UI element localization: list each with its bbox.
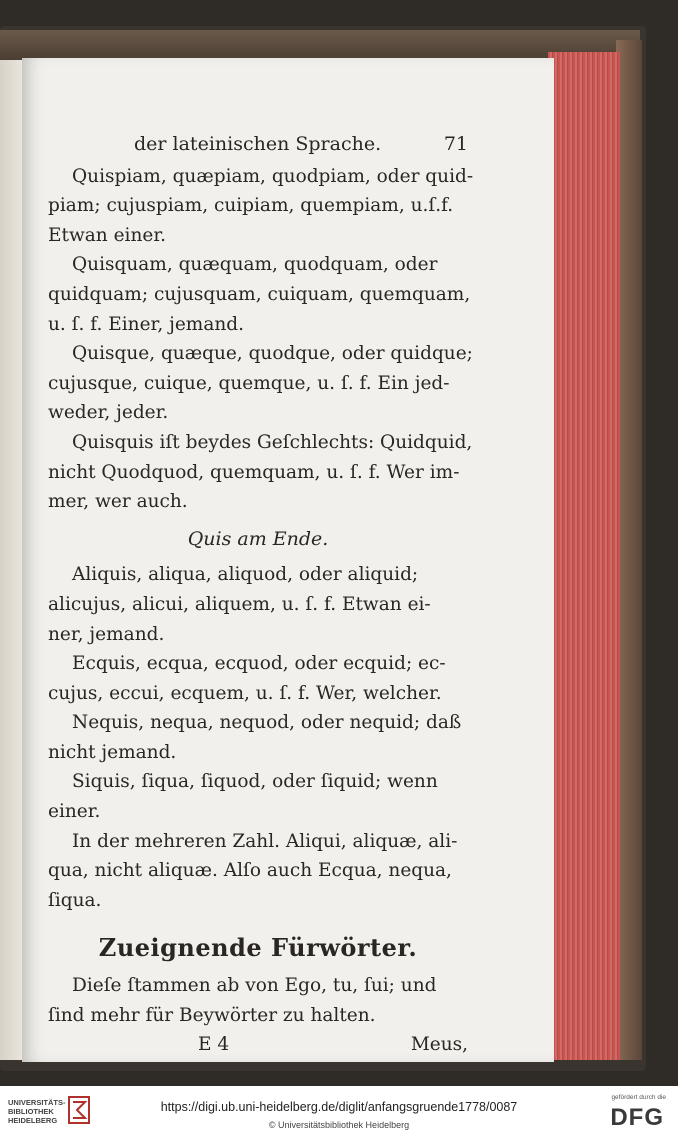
- text-line: piam; cujuspiam, cuipiam, quempiam, u.ſ.f.: [48, 195, 454, 217]
- page-edge: [548, 52, 620, 1060]
- page-number: 71: [443, 133, 468, 155]
- text-line: Siquis, ſiqua, ſiquod, oder ſiquid; wenn: [72, 771, 438, 793]
- paragraph-block-1: [48, 162, 474, 517]
- text-line: quidquam; cujusquam, cuiquam, quemquam,: [48, 283, 471, 305]
- text-line: weder, jeder.: [48, 402, 169, 424]
- page-footer-line: [48, 1030, 468, 1060]
- text-line: Dieſe ſtammen ab von Ego, tu, ſui; und: [72, 975, 437, 997]
- running-head-title: der lateinischen Sprache.: [134, 133, 382, 155]
- text-line: Quisque, quæque, quodque, oder quidque;: [72, 343, 473, 365]
- text-line: qua, nicht aliquæ. Alſo auch Ecqua, nequa,: [48, 860, 452, 882]
- paragraph-block-3: [48, 971, 468, 1030]
- text-line: nicht jemand.: [48, 741, 177, 763]
- dfg-label: gefördert durch die: [611, 1094, 666, 1101]
- logo-line: HEIDELBERG: [8, 1116, 58, 1125]
- logo-line: UNIVERSITÄTS-: [8, 1098, 66, 1107]
- text-line: ſind mehr für Beywörter zu halten.: [48, 1004, 376, 1026]
- signature-mark: E 4: [198, 1034, 230, 1056]
- text-line: einer.: [48, 801, 101, 823]
- book-cover: [0, 30, 640, 60]
- dfg-logo: DFG: [610, 1104, 664, 1131]
- text-line: Etwan einer.: [48, 224, 167, 246]
- catchword: Meus,: [410, 1034, 468, 1056]
- paragraph-block-2: [48, 560, 468, 915]
- logo-line: BIBLIOTHEK: [8, 1107, 54, 1116]
- permalink[interactable]: https://digi.ub.uni-heidelberg.de/diglit/anfangsgruende1778/0087: [160, 1100, 518, 1114]
- running-head: [48, 130, 468, 160]
- text-line: mer, wer auch.: [48, 491, 188, 513]
- text-line: cujusque, cuique, quemque, u. ſ. f. Ein jed-: [48, 372, 450, 394]
- section-heading: Quis am Ende.: [187, 527, 329, 550]
- text-line: In der mehreren Zahl. Aliqui, aliquæ, ali-: [72, 830, 458, 852]
- text-line: Quisquis iſt beydes Geſchlechts: Quidquid,: [72, 431, 473, 453]
- text-line: Ecquis, ecqua, ecquod, oder ecquid; ec-: [72, 653, 446, 675]
- text-line: cujus, eccui, ecquem, u. ſ. f. Wer, welcher.: [48, 682, 442, 704]
- text-line: ſiqua.: [48, 889, 102, 911]
- text-line: Nequis, nequa, nequod, oder nequid; daß: [72, 712, 462, 734]
- text-line: u. ſ. f. Einer, jemand.: [48, 313, 244, 335]
- viewer-footer: [0, 1086, 678, 1140]
- copyright-text: © Universitätsbibliothek Heidelberg: [268, 1120, 410, 1130]
- text-line: Aliquis, aliqua, aliquod, oder aliquid;: [72, 564, 419, 586]
- chapter-heading: Zueignende Fürwörter.: [98, 933, 418, 963]
- text-line: alicujus, alicui, aliquem, u. ſ. f. Etwan ei-: [48, 593, 431, 615]
- text-line: nicht Quodquod, quemquam, u. ſ. f. Wer im-: [48, 461, 460, 483]
- page-text: [48, 130, 474, 1060]
- text-line: ner, jemand.: [48, 623, 165, 645]
- text-line: Quisquam, quæquam, quodquam, oder: [72, 254, 438, 276]
- text-line: Quispiam, quæpiam, quodpiam, oder quid-: [72, 165, 474, 187]
